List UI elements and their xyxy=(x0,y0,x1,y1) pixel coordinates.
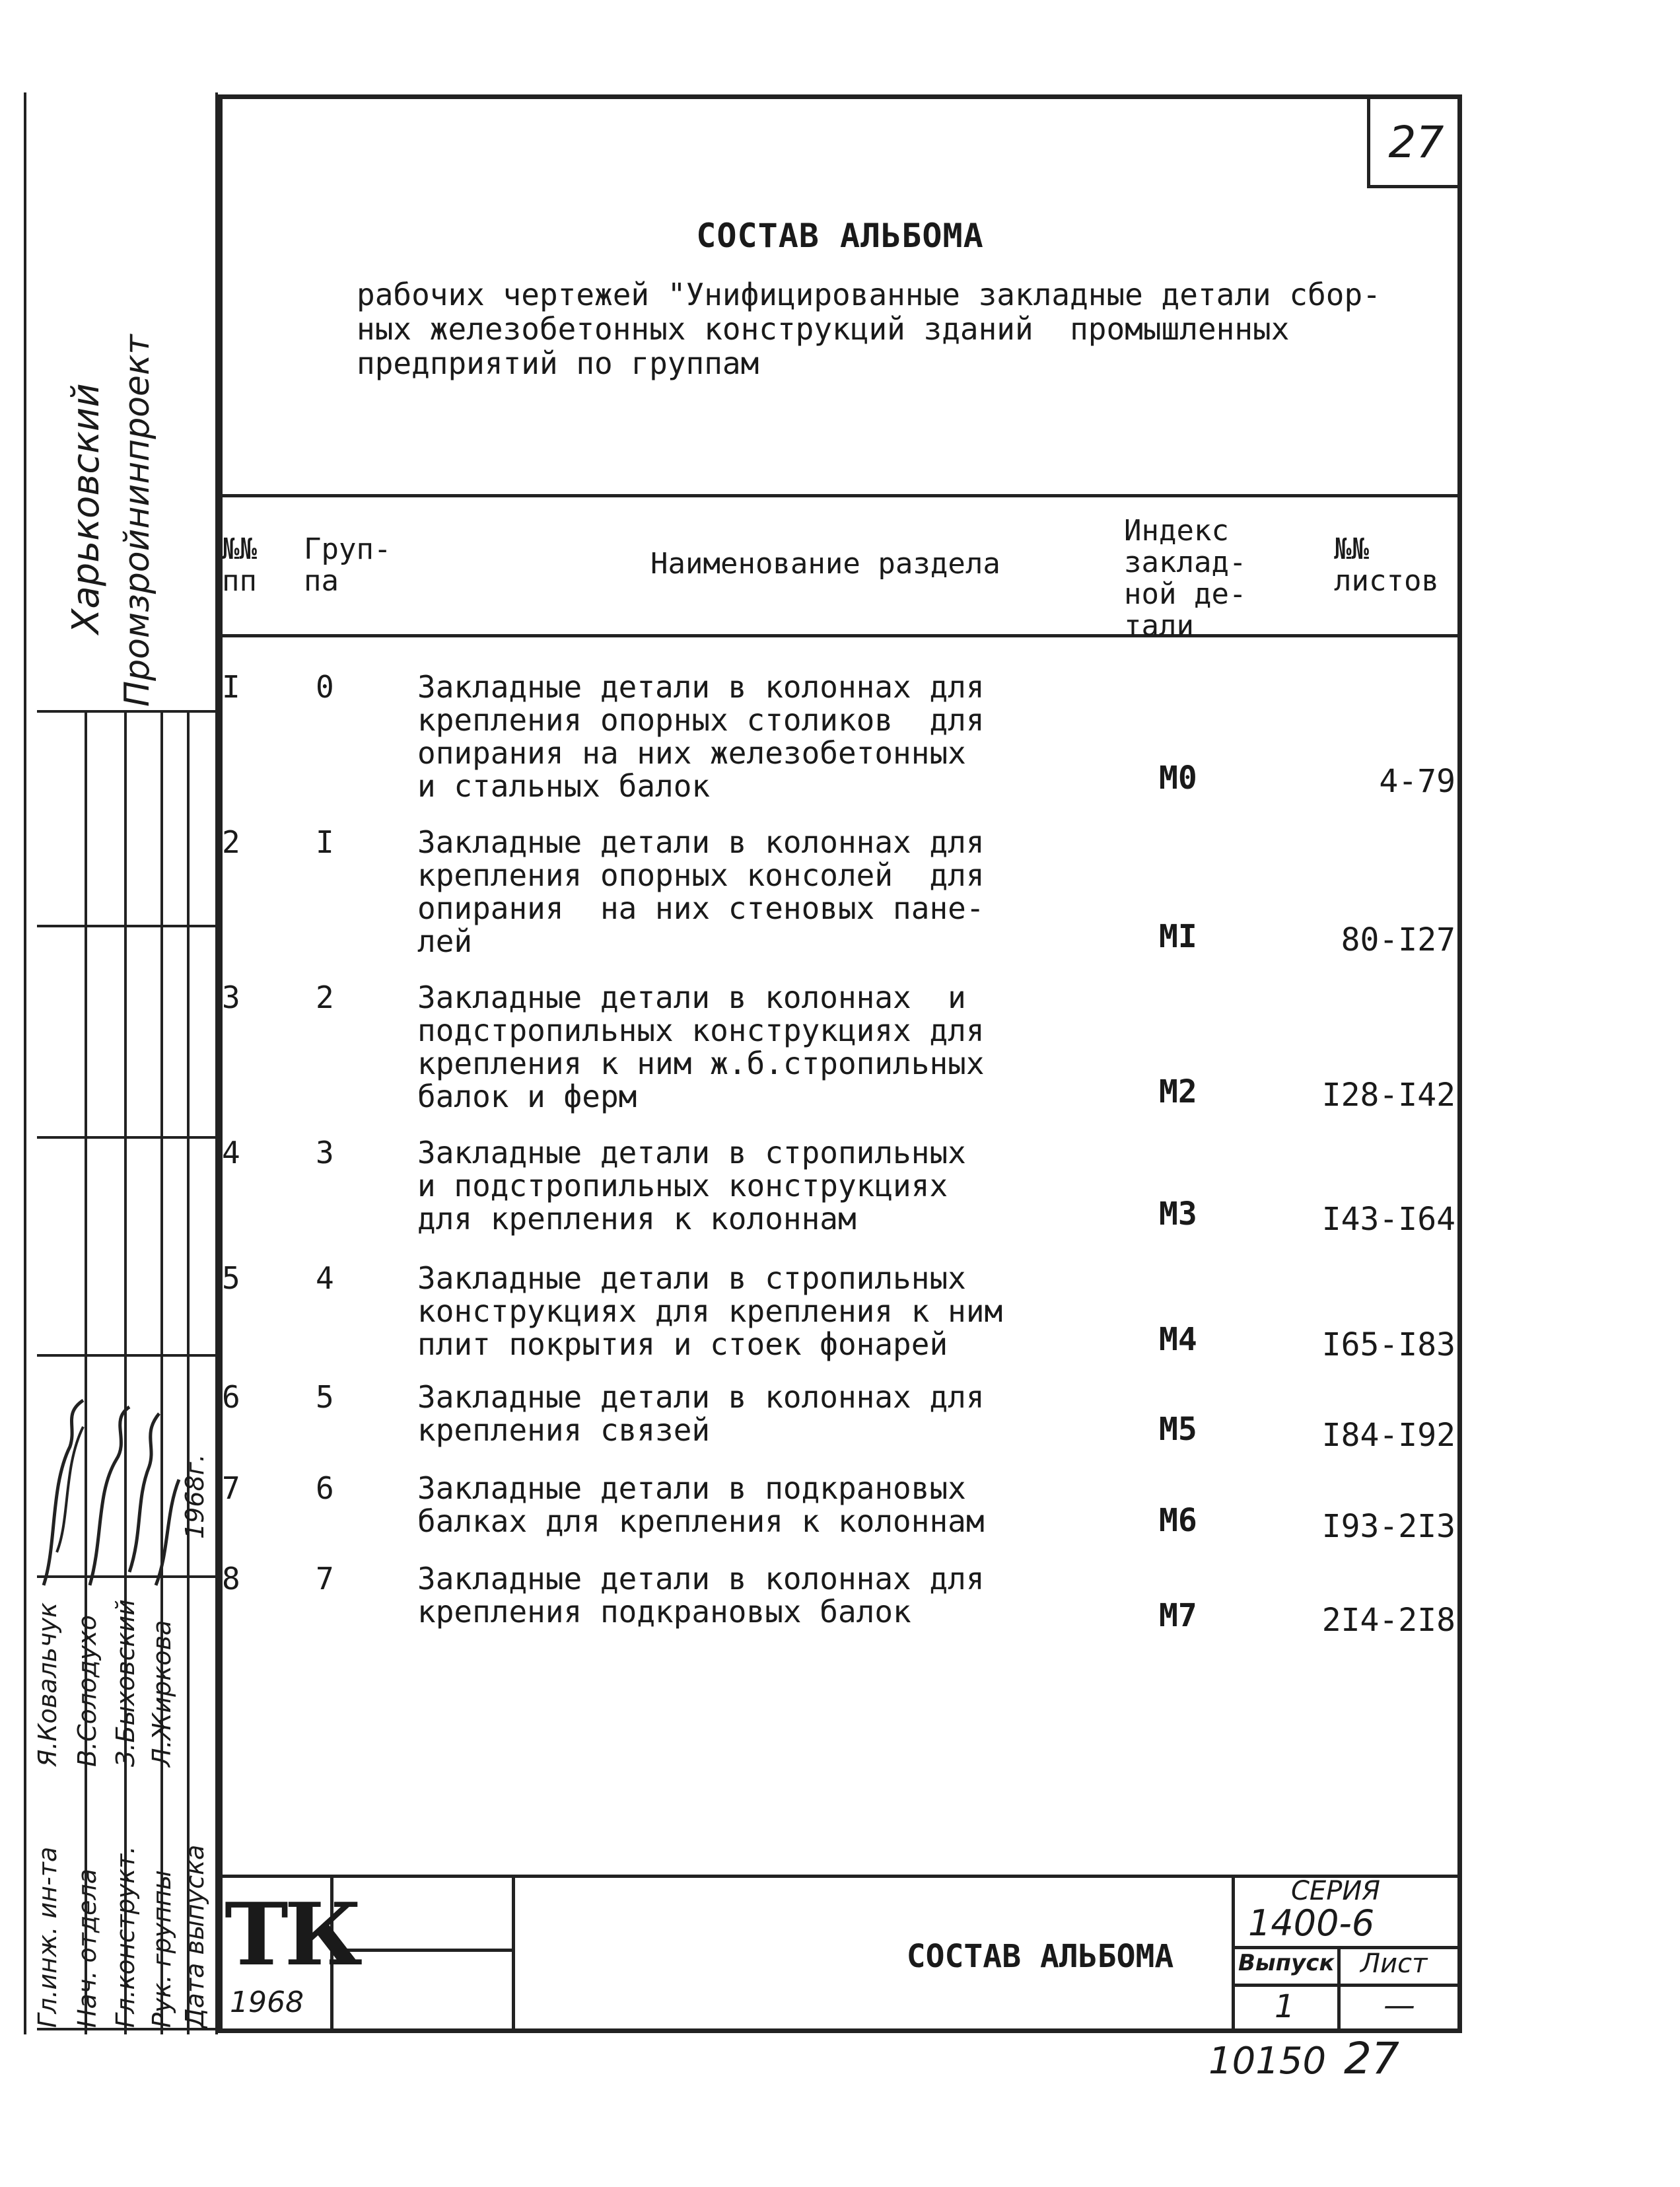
signatures xyxy=(37,1387,189,1605)
side-stamp xyxy=(18,92,218,2034)
row-num: 3 xyxy=(222,980,240,1015)
header-num: №№ пп xyxy=(222,532,257,598)
row-sheets: I43-I64 xyxy=(1321,1201,1455,1238)
row-name: Закладные детали в стропильных и подстропильных конструкциях для крепления к колоннам xyxy=(417,1135,966,1237)
role-dept-head: Нач. отдела xyxy=(73,1868,102,2028)
row-num: 2 xyxy=(222,824,240,860)
name-group-lead: Л.Жиркова xyxy=(147,1620,176,1767)
row-num: 7 xyxy=(222,1470,240,1506)
row-sheets: 2I4-2I8 xyxy=(1321,1602,1455,1639)
name-chief-engineer: Я.Ковальчук xyxy=(33,1602,62,1767)
row-num: 5 xyxy=(222,1260,240,1296)
album-subtitle: рабочих чертежей "Унифицированные закладные детали сбор- ных железобетонных конструкций зданий промышленных предприятий по группам xyxy=(357,277,1381,381)
row-group: 3 xyxy=(316,1135,334,1170)
row-group: 7 xyxy=(316,1561,334,1596)
name-chief-designer: З.Быховский xyxy=(111,1599,140,1767)
header-index: Индекс заклад- ной де- тали xyxy=(1124,514,1247,643)
row-sheets: I84-I92 xyxy=(1321,1417,1455,1454)
row-group: 0 xyxy=(316,669,334,705)
issue-value: 1 xyxy=(1275,1988,1295,2025)
role-issue-date: Дата выпуска xyxy=(180,1844,209,2028)
row-index: М2 xyxy=(1159,1073,1197,1110)
row-sheets: I93-2I3 xyxy=(1321,1508,1455,1545)
row-group: 4 xyxy=(316,1260,334,1296)
row-group: 2 xyxy=(316,980,334,1015)
org-name-line2: Промзройнинпроект xyxy=(118,334,157,707)
header-sheets: №№ листов xyxy=(1334,532,1439,598)
role-chief-designer: Гл.конструкт. xyxy=(111,1846,140,2028)
row-num: 8 xyxy=(222,1561,240,1596)
row-name: Закладные детали в колоннах для крепления опорных столиков для опирания на них железобетонных и стальных балок xyxy=(417,669,985,804)
row-sheets: 80-I27 xyxy=(1341,921,1455,958)
row-index: М6 xyxy=(1159,1502,1197,1539)
header-group: Груп- па xyxy=(304,532,392,598)
title-block xyxy=(218,1875,1462,2033)
table-top-rule xyxy=(218,494,1462,497)
row-group: 6 xyxy=(316,1470,334,1506)
series-value: 1400-6 xyxy=(1248,1902,1375,1944)
row-sheets: I65-I83 xyxy=(1321,1326,1455,1363)
row-sheets: I28-I42 xyxy=(1321,1077,1455,1114)
row-group: 5 xyxy=(316,1379,334,1415)
name-dept-head: В.Солодухо xyxy=(73,1615,102,1767)
org-name-line1: Харьковский xyxy=(65,383,108,634)
sheet-label: Лист xyxy=(1360,1949,1428,1979)
title-block-title: СОСТАВ АЛЬБОМА xyxy=(906,1938,1174,1975)
row-name: Закладные детали в подкрановых балках для крепления к колоннам xyxy=(417,1470,985,1539)
row-index: М0 xyxy=(1159,760,1197,797)
row-num: 6 xyxy=(222,1379,240,1415)
row-index: М3 xyxy=(1159,1196,1197,1233)
issue-label: Выпуск xyxy=(1238,1950,1335,1976)
row-group: I xyxy=(316,824,334,860)
row-index: МI xyxy=(1159,918,1197,955)
album-title: СОСТАВ АЛЬБОМА xyxy=(696,217,984,255)
header-name: Наименование раздела xyxy=(650,547,1000,581)
row-name: Закладные детали в колоннах и подстропильных конструкциях для крепления к ним ж.б.стропильных балок и ферм xyxy=(417,980,985,1114)
issue-date: 1968г. xyxy=(180,1454,209,1539)
role-chief-engineer: Гл.инж. ин-та xyxy=(33,1846,62,2028)
row-sheets: 4-79 xyxy=(1379,763,1455,800)
tk-logo: ТК xyxy=(225,1884,359,1985)
tk-year: 1968 xyxy=(230,1986,304,2019)
page-number: 27 xyxy=(1367,99,1462,188)
row-name: Закладные детали в колоннах для крепления опорных консолей для опирания на них стеновых пане- лей xyxy=(417,824,985,959)
row-name: Закладные детали в колоннах для крепления подкрановых балок xyxy=(417,1561,985,1630)
row-name: Закладные детали в колоннах для крепления связей xyxy=(417,1379,985,1448)
inventory-number: 10150 xyxy=(1208,2040,1327,2083)
row-index: М7 xyxy=(1159,1597,1197,1634)
footer-page-number: 27 xyxy=(1344,2033,1399,2084)
row-index: М5 xyxy=(1159,1411,1197,1448)
role-group-lead: Рук. группы xyxy=(147,1870,176,2028)
series-label: СЕРИЯ xyxy=(1291,1876,1381,1906)
row-num: 4 xyxy=(222,1135,240,1170)
row-name: Закладные детали в стропильных конструкциях для крепления к ним плит покрытия и стоек фонарей xyxy=(417,1260,1003,1362)
row-num: I xyxy=(222,669,240,705)
table-header-rule xyxy=(218,634,1462,637)
sheet-value: — xyxy=(1383,1987,1415,2024)
row-index: М4 xyxy=(1159,1321,1197,1358)
